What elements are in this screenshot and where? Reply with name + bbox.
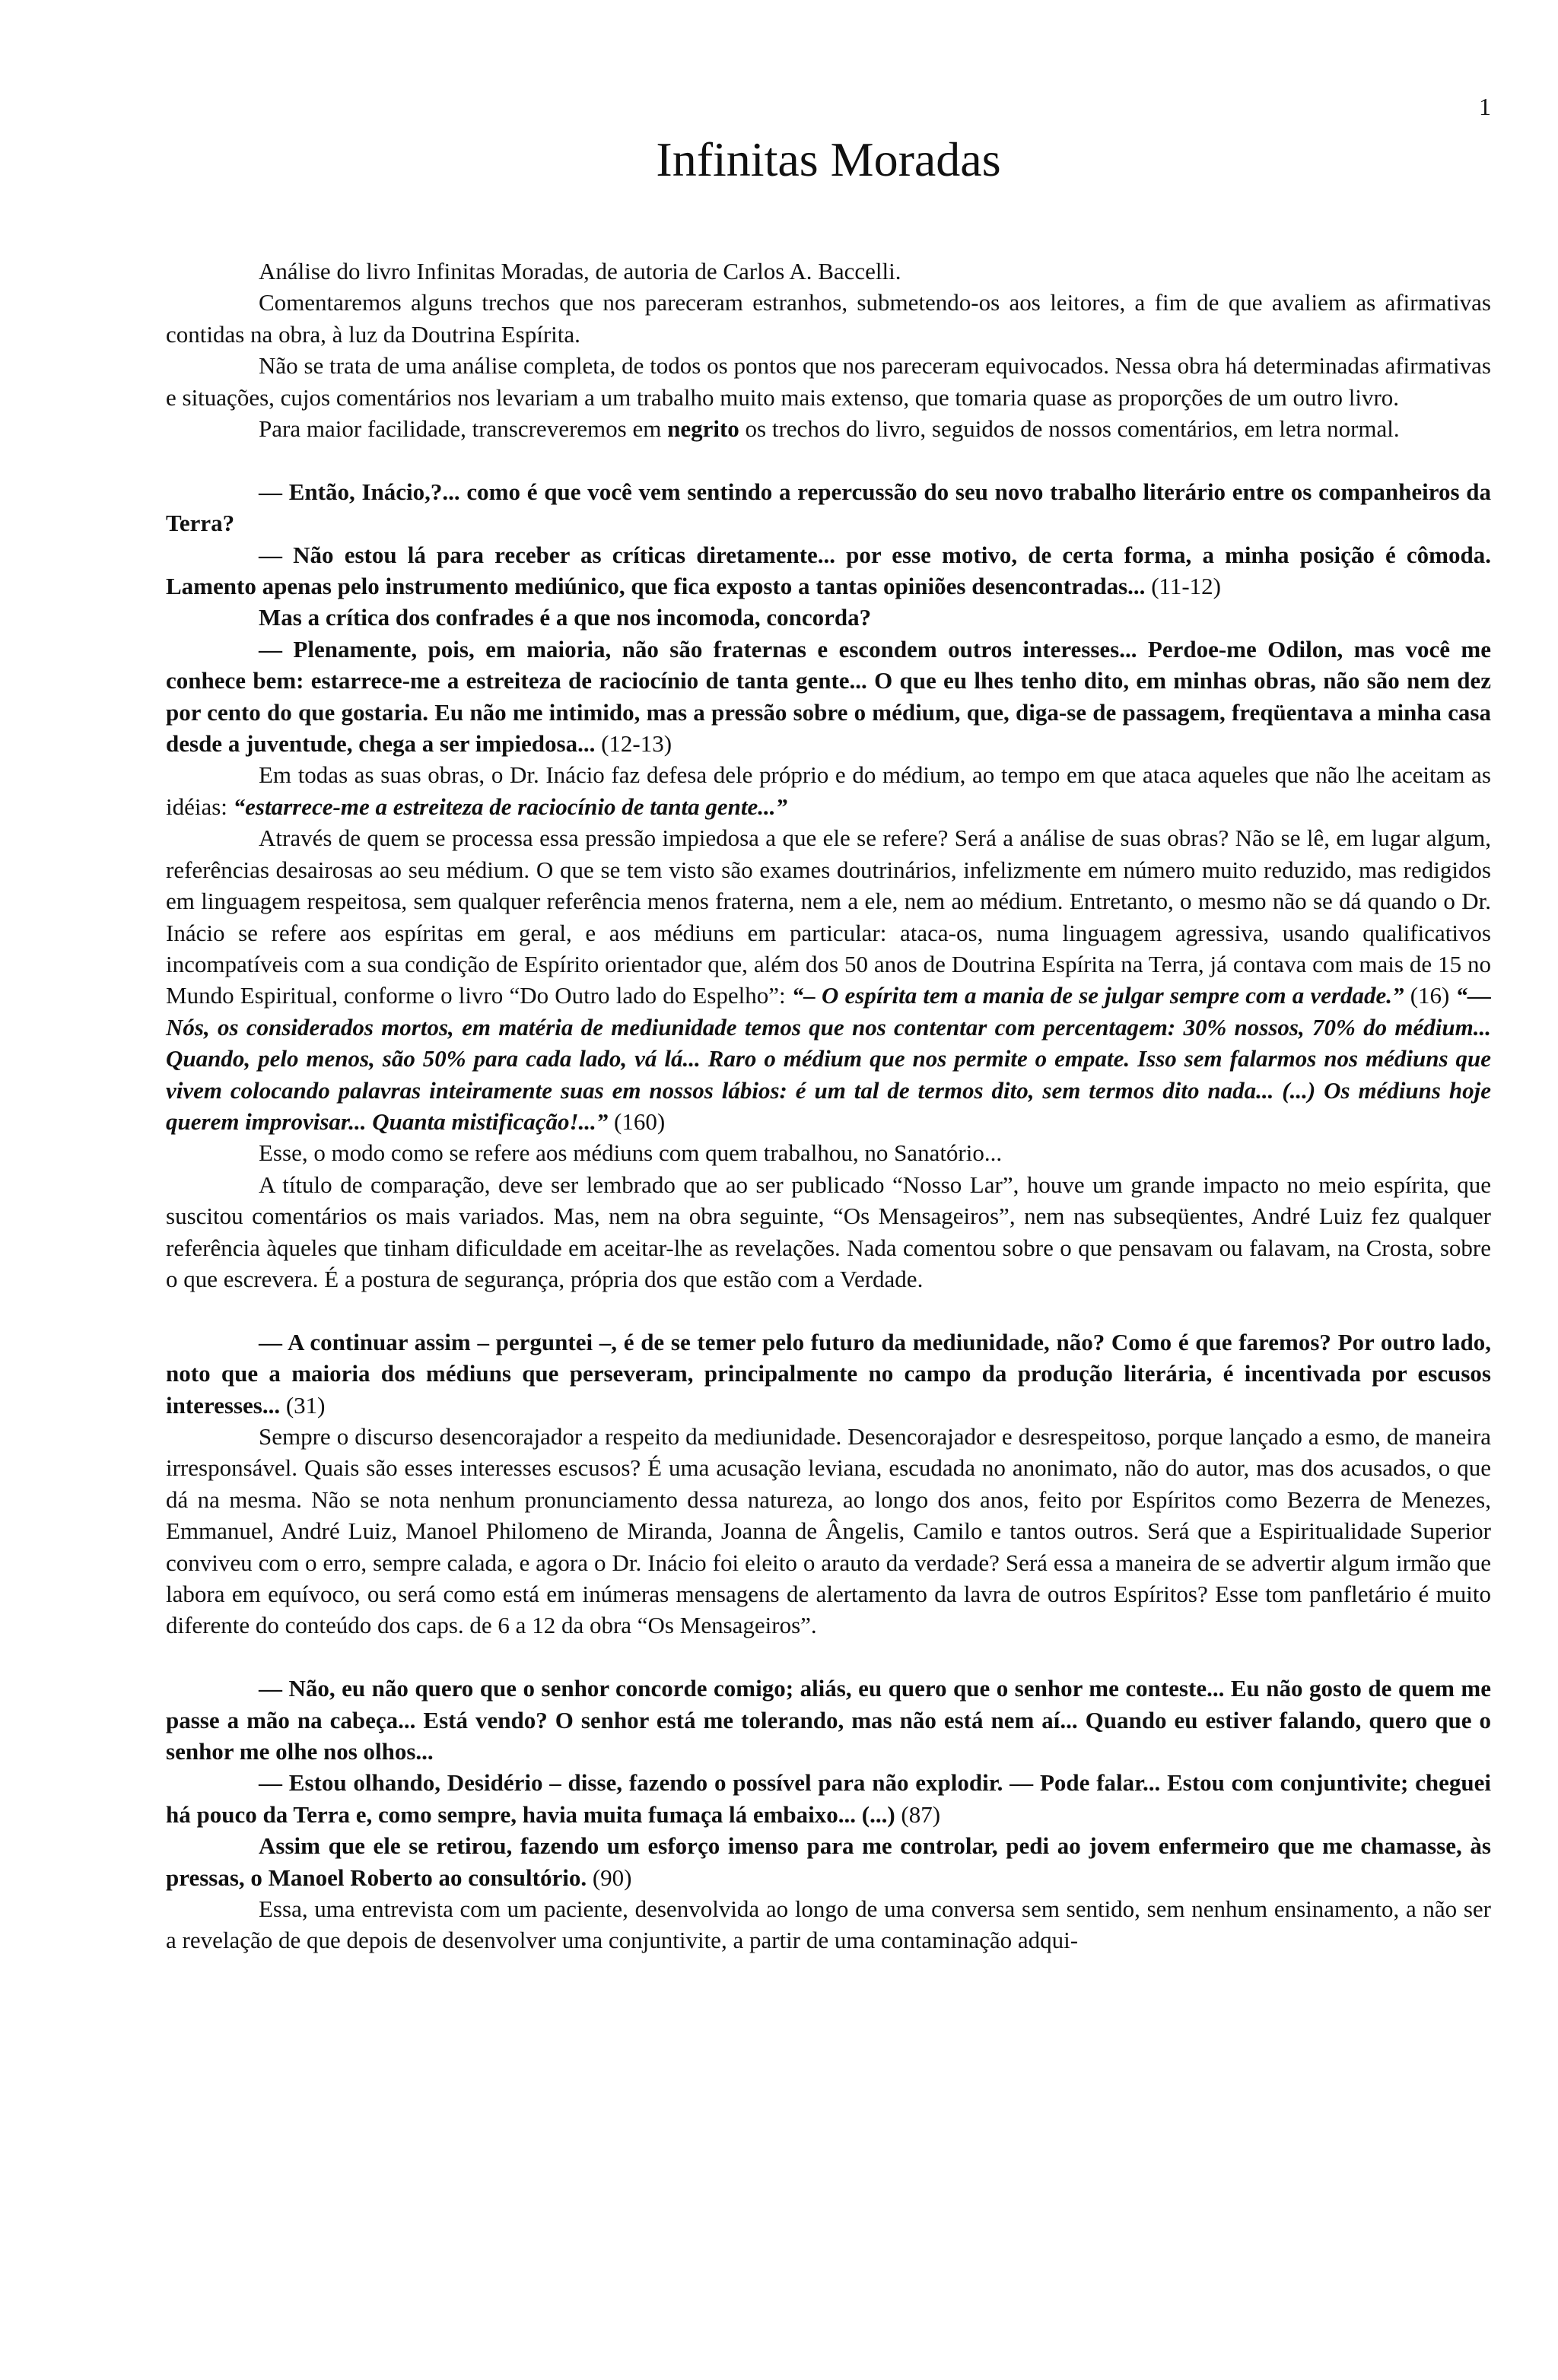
- paragraph: [166, 1830, 1491, 1893]
- text: Em todas as suas obras, o Dr. Inácio faz defesa dele próprio e do médium, ao tempo em que ataca aqueles que não lhe aceitam as idéias:: [166, 761, 1491, 820]
- bold-text: Assim que ele se retirou, fazendo um esforço imenso para me controlar, pedi ao jovem enfermeiro que me chamasse, às pressas, o Manoel Roberto ao consultório.: [166, 1832, 1491, 1891]
- paragraph: [166, 1673, 1491, 1767]
- text: (160): [608, 1107, 666, 1135]
- text: (87): [895, 1800, 941, 1828]
- paragraph: [166, 539, 1491, 602]
- paragraph: [166, 1137, 1491, 1168]
- paragraph: [166, 822, 1491, 1137]
- text: (12-13): [595, 730, 672, 758]
- paragraph: [166, 759, 1491, 822]
- paragraph: [166, 602, 1491, 633]
- text: Comentaremos alguns trechos que nos pareceram estranhos, submetendo-os aos leitores, a fim de que avaliem as afirmativas contidas na obra, à luz da Doutrina Espírita.: [166, 289, 1491, 348]
- bold-italic-text: “— Nós, os considerados mortos, em matéria de mediunidade temos que nos contentar com percentagem: 30% nossos, 70% do médium... Quando, pelo menos, são 50% para cada lado, vá lá... Raro o médium que nos permite o empate. Isso sem falarmos nos médiuns que vivem colocando palavras inteiramente suas em nossos lábios: é um tal de termos dito, sem termos dito nada... (...) Os médiuns hoje querem improvisar... Quanta mistificação!...”: [166, 982, 1491, 1135]
- document-title: Infinitas Moradas: [656, 132, 1001, 186]
- bold-italic-text: “estarrece-me a estreiteza de raciocínio de tanta gente...”: [233, 793, 788, 820]
- text: Sempre o discurso desencorajador a respeito da mediunidade. Desencorajador e desrespeitoso, porque lançado a esmo, de maneira irresponsável. Quais são esses interesses escusos? É uma acusação leviana, escudada no anonimato, não do autor, mas dos acusados, o que dá na mesma. Não se nota nenhum pronunciamento dessa natureza, ao longo dos anos, feito por Espíritos como Bezerra de Menezes, Emmanuel, André Luiz, Manoel Philomeno de Miranda, Joanna de Ângelis, Camilo e tantos outros. Será que a Espiritualidade Superior conviveu com o erro, sempre calada, e agora o Dr. Inácio foi eleito o arauto da verdade? Será essa a maneira de se advertir algum irmão que labora em equívoco, ou será como está em inúmeras mensagens de alertamento da lavra de outros Espíritos? Esse tom panfletário é muito diferente do conteúdo dos caps. de 6 a 12 da obra “Os Mensageiros”.: [166, 1423, 1491, 1639]
- paragraph: [166, 1169, 1491, 1295]
- bold-text: — Estou olhando, Desidério – disse, fazendo o possível para não explodir. — Pode falar... Estou com conjuntivite; cheguei há pouco da Terra e, como sempre, havia muita fumaça lá embaixo... (...): [166, 1769, 1491, 1828]
- paragraph: [166, 634, 1491, 760]
- bold-text: Mas a crítica dos confrades é a que nos incomoda, concorda?: [259, 604, 872, 631]
- text: (90): [587, 1864, 632, 1891]
- text: Essa, uma entrevista com um paciente, desenvolvida ao longo de uma conversa sem sentido, sem nenhum ensinamento, a não ser a revelação de que depois de desenvolver uma conjuntivite, a partir de uma contaminação adqui-: [166, 1895, 1491, 1954]
- text: Análise do livro Infinitas Moradas, de autoria de Carlos A. Baccelli.: [259, 258, 901, 284]
- bold-text: — Não, eu não quero que o senhor concorde comigo; aliás, eu quero que o senhor me conteste... Eu não gosto de quem me passe a mão na cabeça... Está vendo? O senhor está me tolerando, mas não está nem aí... Quando eu estiver falando, quero que o senhor me olhe nos olhos...: [166, 1675, 1491, 1765]
- text: Para maior facilidade, transcreveremos em: [259, 415, 668, 443]
- paragraph: [166, 256, 1491, 287]
- bold-text: — Não estou lá para receber as críticas diretamente... por esse motivo, de certa forma, a minha posição é cômoda. Lamento apenas pelo instrumento mediúnico, que fica exposto a tantas opiniões desencontradas...: [166, 541, 1491, 600]
- bold-text: negrito: [667, 415, 739, 443]
- paragraph-gap: [166, 1641, 1491, 1673]
- paragraph: [166, 476, 1491, 539]
- bold-text: — A continuar assim – perguntei –, é de se temer pelo futuro da mediunidade, não? Como é que faremos? Por outro lado, noto que a maioria dos médiuns que perseveram, principalmente no campo da produção literária, é incentivada por escusos interesses...: [166, 1328, 1491, 1419]
- page-number: 1: [1479, 93, 1491, 120]
- text: (31): [280, 1391, 326, 1419]
- text: Esse, o modo como se refere aos médiuns com quem trabalhou, no Sanatório...: [259, 1139, 1003, 1167]
- paragraph-gap: [166, 1295, 1491, 1326]
- text: (11-12): [1145, 573, 1222, 600]
- document-body: [166, 256, 1491, 1956]
- text: os trechos do livro, seguidos de nossos comentários, em letra normal.: [739, 415, 1400, 443]
- paragraph: [166, 1327, 1491, 1421]
- text: Não se trata de uma análise completa, de todos os pontos que nos pareceram equivocados. Nessa obra há determinadas afirmativas e situações, cujos comentários nos levariam a um trabalho muito mais extenso, que tomaria quase as proporções de um outro livro.: [166, 352, 1491, 411]
- paragraph: [166, 1893, 1491, 1956]
- bold-text: — Plenamente, pois, em maioria, não são fraternas e escondem outros interesses... Perdoe-me Odilon, mas você me conhece bem: estarrece-me a estreiteza de raciocínio de tanta gente... O que eu lhes tenho dito, em minhas obras, não são nem dez por cento do que gostaria. Eu não me intimido, mas a pressão sobre o médium, que, diga-se de passagem, freqüentava a minha casa desde a juventude, chega a ser impiedosa...: [166, 635, 1491, 758]
- document-page: [166, 0, 1491, 1956]
- paragraph: [166, 287, 1491, 350]
- paragraph: [166, 350, 1491, 413]
- bold-text: — Então, Inácio,?... como é que você vem sentindo a repercussão do seu novo trabalho literário entre os companheiros da Terra?: [166, 478, 1491, 537]
- paragraph: [166, 1421, 1491, 1641]
- paragraph: [166, 413, 1491, 444]
- text: Através de quem se processa essa pressão impiedosa a que ele se refere? Será a análise de suas obras? Não se lê, em lugar algum, referências desairosas ao seu médium. O que se tem visto são exames doutrinários, infelizmente em número muito reduzido, mas redigidos em linguagem respeitosa, sem qualquer referência menos fraterna, nem a ele, nem ao médium. Entretanto, o mesmo não se dá quando o Dr. Inácio se refere aos espíritas em geral, e aos médiuns em particular: ataca-os, numa linguagem agressiva, usando qualificativos incompatíveis com a sua condição de Espírito orientador que, além dos 50 anos de Doutrina Espírita na Terra, já contava com mais de 15 no Mundo Espiritual, conforme o livro “Do Outro lado do Espelho”:: [166, 825, 1491, 1009]
- paragraph-gap: [166, 444, 1491, 475]
- text: A título de comparação, deve ser lembrado que ao ser publicado “Nosso Lar”, houve um grande impacto no meio espírita, que suscitou comentários os mais variados. Mas, nem na obra seguinte, “Os Mensageiros”, nem nas subseqüentes, André Luiz fez qualquer referência àqueles que tinham dificuldade em aceitar-lhe as revelações. Nada comentou sobre o que pensavam ou falavam, na Crosta, sobre o que escrevera. É a postura de segurança, própria dos que estão com a Verdade.: [166, 1171, 1491, 1292]
- text: (16): [1404, 982, 1456, 1009]
- paragraph: [166, 1767, 1491, 1830]
- bold-italic-text: “– O espírita tem a mania de se julgar sempre com a verdade.”: [791, 982, 1404, 1009]
